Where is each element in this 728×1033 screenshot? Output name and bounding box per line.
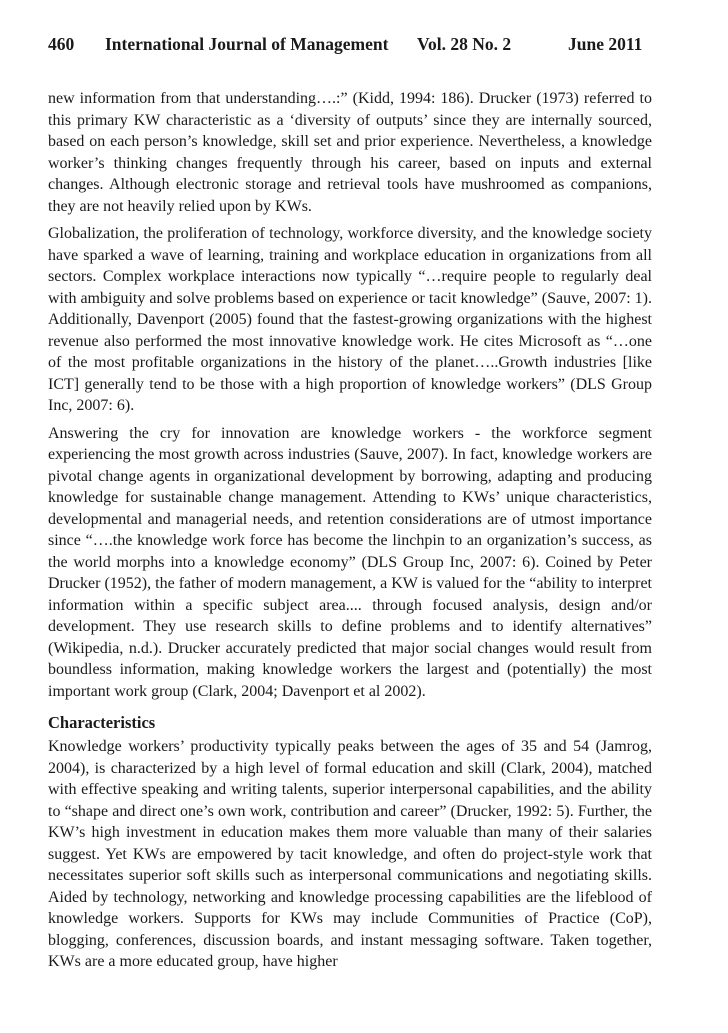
page-number: 460 [48, 34, 75, 54]
journal-page [48, 34, 652, 979]
paragraph-3: Answering the cry for innovation are knowledge workers - the workforce segment experiencing the most growth across industries (Sauve, 2007). In fact, knowledge workers are pivotal change agents in organizational development by borrowing, adapting and producing knowledge for sustainable change management. Attending to KWs’ unique characteristics, developmental and managerial needs, and retention considerations are of utmost importance since “….the knowledge work force has become the linchpin to an organization’s success, as the world morphs into a knowledge economy” (DLS Group Inc, 2007: 6). Coined by Peter Drucker (1952), the father of modern management, a KW is valued for the “ability to interpret information within a specific subject area.... through focused analysis, design and/or development. They use research skills to define problems and to identify alternatives” (Wikipedia, n.d.). Drucker accurately predicted that major social changes would result from boundless information, making knowledge workers the largest and (potentially) the most important work group (Clark, 2004; Davenport et al 2002). [48, 424, 652, 700]
paragraph-2: Globalization, the proliferation of technology, workforce diversity, and the knowledge society have sparked a wave of learning, training and workplace education in organizations from all sectors. Complex workplace interactions now typically “…require people to regularly deal with ambiguity and solve problems based on experience or tacit knowledge” (Sauve, 2007: 1). Additionally, Davenport (2005) found that the fastest-growing organizations with the highest revenue also performed the most innovative knowledge work. He cites Microsoft as “…one of the most profitable organizations in the history of the planet…..Growth industries [like ICT] generally tend to be those with a high proportion of knowledge workers” (DLS Group Inc, 2007: 6). [48, 225, 652, 414]
running-header [48, 34, 652, 60]
section-heading: Characteristics [48, 713, 156, 732]
publication-date: June 2011 [568, 34, 643, 54]
journal-title: International Journal of Management [105, 34, 389, 54]
section-paragraph: Knowledge workers’ productivity typically peaks between the ages of 35 and 54 (Jamrog, 2004), is characterized by a high level of formal education and skill (Clark, 2004), matched with effective speaking and writing talents, superior interpersonal capabilities, and the ability to “shape and direct one’s own work, contribution and career” (Drucker, 1992: 5). Further, the KW’s high investment in education makes them more valuable than many of their salaries suggest. Yet KWs are empowered by tacit knowledge, and often do project-style work that necessitates superior soft skills such as interpersonal communications and negotiating skills. Aided by technology, networking and knowledge processing capabilities are the lifeblood of knowledge workers. Supports for KWs may include Communities of Practice (CoP), blogging, conferences, discussion boards, and instant messaging software. Taken together, KWs are a more educated group, have higher [48, 738, 652, 970]
article-body [48, 88, 652, 973]
paragraph-1: new information from that understanding….:” (Kidd, 1994: 186). Drucker (1973) referred to this primary KW characteristic as a ‘diversity of outputs’ since they are internally sourced, based on each person’s knowledge, skill set and prior experience. Nevertheless, a knowledge worker’s thinking changes frequently through his career, based on inputs and external changes. Although electronic storage and retrieval tools have mushroomed as companions, they are not heavily relied upon by KWs. [48, 90, 652, 215]
volume-issue: Vol. 28 No. 2 [417, 34, 512, 54]
